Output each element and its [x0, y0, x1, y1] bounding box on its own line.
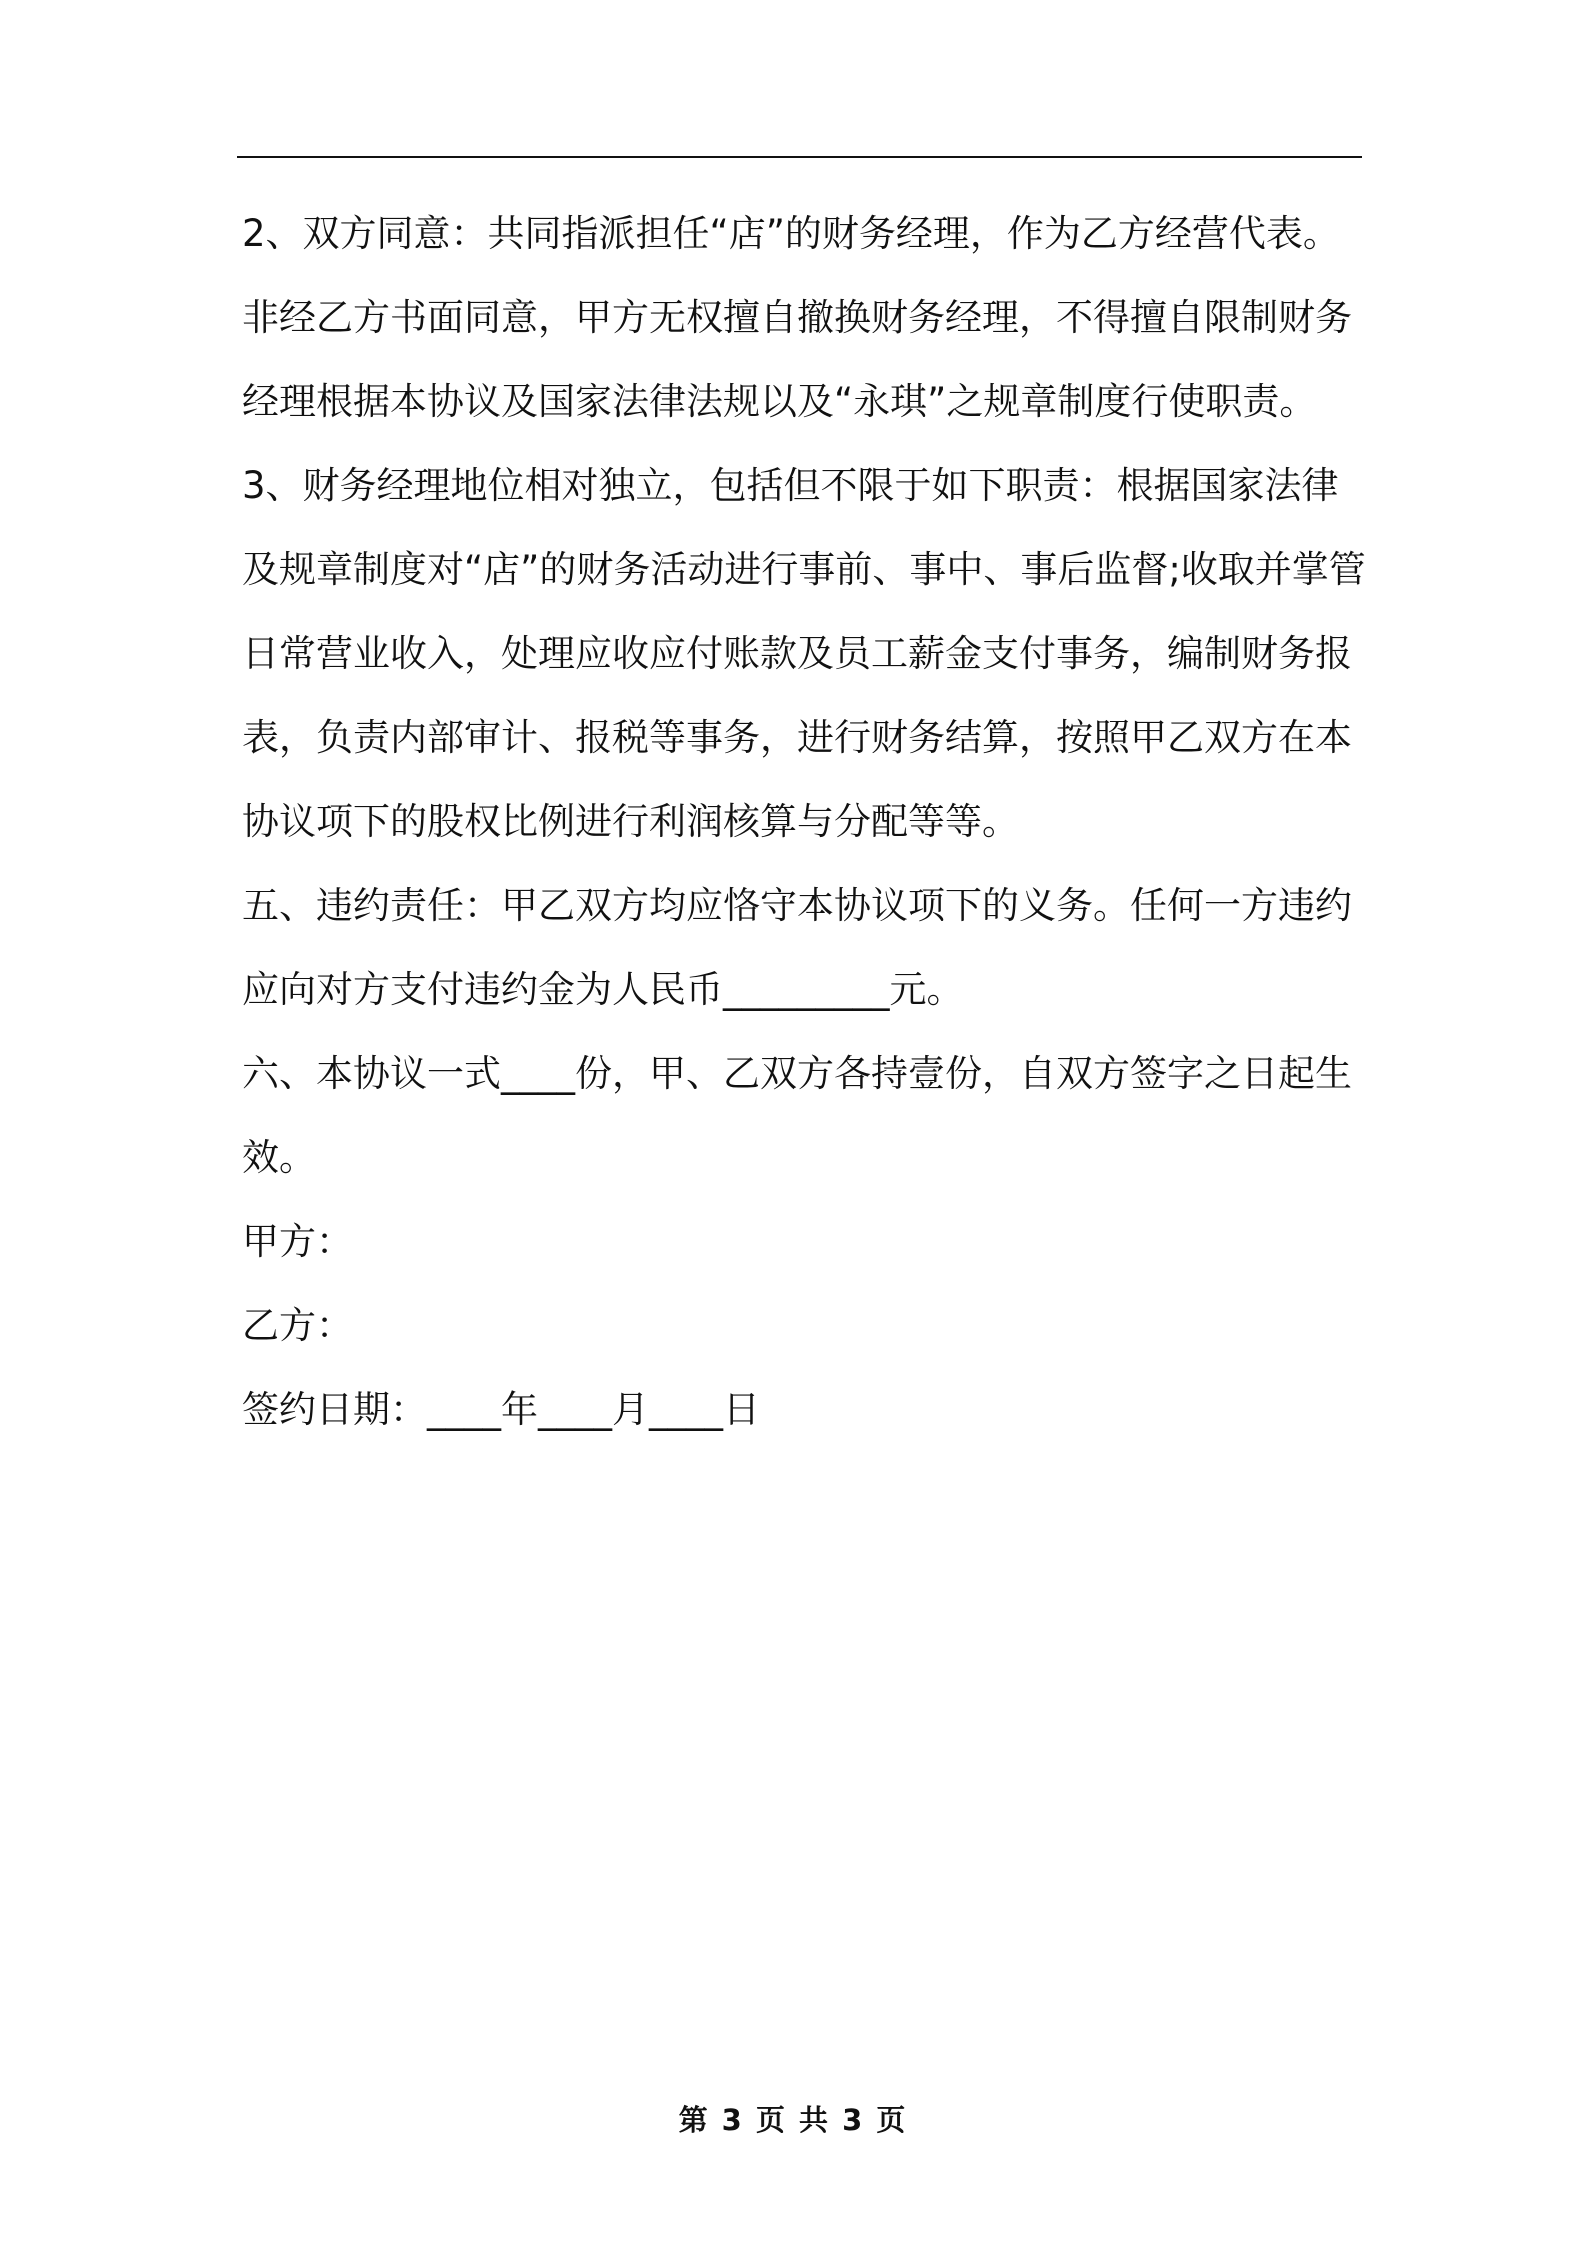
signature-party-a: 甲方：: [242, 1220, 353, 1263]
paragraph-copies-effective: 六、本协议一式____份，甲、乙双方各持壹份，自双方签字之日起生效。: [242, 1052, 1352, 1179]
signature-party-b: 乙方：: [242, 1304, 353, 1347]
document-body: [242, 192, 1372, 1452]
page-number-footer: 第 3 页 共 3 页: [678, 2103, 908, 2137]
paragraph-finance-manager-appointment: 2、双方同意：共同指派担任“店”的财务经理，作为乙方经营代表。非经乙方书面同意，甲方无权擅自撤换财务经理，不得擅自限制财务经理根据本协议及国家法律法规以及“永琪”之规章制度行使职责。: [242, 212, 1352, 423]
header-rule: [237, 156, 1362, 158]
paragraph-finance-manager-duties: 3、财务经理地位相对独立，包括但不限于如下职责：根据国家法律及规章制度对“店”的财务活动进行事前、事中、事后监督;收取并掌管日常营业收入，处理应收应付账款及员工薪金支付事务，编制财务报表，负责内部审计、报税等事务，进行财务结算，按照甲乙双方在本协议项下的股权比例进行利润核算与分配等等。: [242, 464, 1366, 843]
paragraph-breach-liability: 五、违约责任：甲乙双方均应恪守本协议项下的义务。任何一方违约应向对方支付违约金为人民币_________元。: [242, 884, 1352, 1011]
signature-date: 签约日期：____年____月____日: [242, 1388, 760, 1431]
